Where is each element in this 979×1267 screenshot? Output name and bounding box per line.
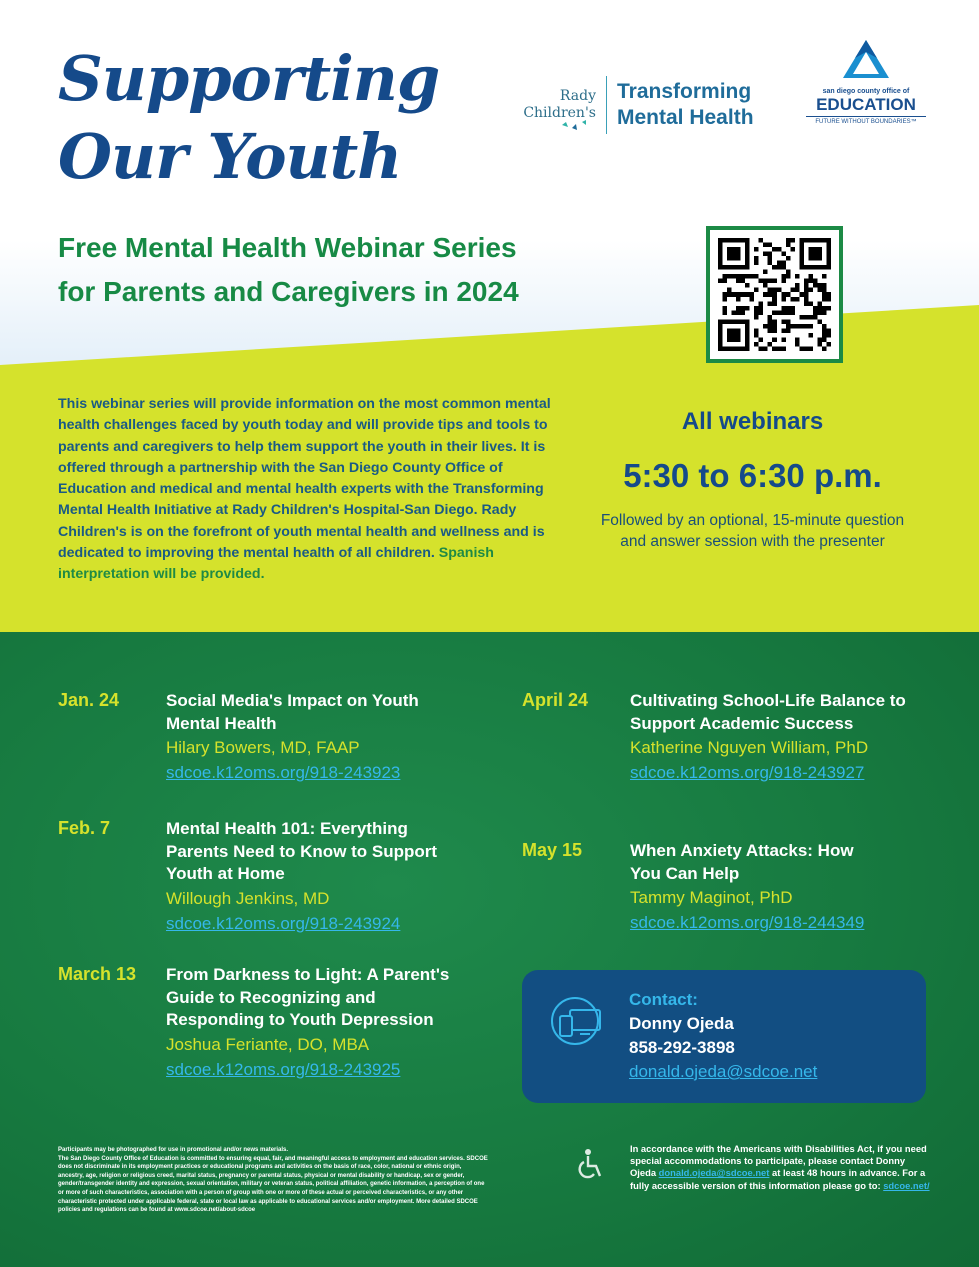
session-date: May 15 [522, 840, 583, 860]
spanish-note: Spanish interpretation will be provided. [58, 545, 494, 583]
title-line-2: Our Youth [58, 120, 402, 193]
legal-disclaimer [58, 1146, 488, 1215]
time-range: 5:30 to 6:30 p.m. [623, 457, 882, 494]
rady-name-line-2: Children's [523, 105, 596, 121]
rady-name-line-1: Rady [559, 88, 596, 104]
session-presenter: Hilary Bowers, MD, FAAP [166, 738, 360, 757]
sdcoe-small-text: san diego county office of [822, 88, 910, 95]
session-link[interactable]: sdcoe.k12oms.org/918-243925 [166, 1059, 401, 1079]
session-link[interactable]: sdcoe.k12oms.org/918-243924 [166, 913, 401, 933]
session-topic: Mental Health 101: Everything Parents Need to Know to Support Youth at Home [166, 819, 438, 883]
session-date: March 13 [58, 964, 137, 984]
session-date: April 24 [522, 690, 589, 710]
ada-site-link[interactable]: sdcoe.net/ [883, 1179, 930, 1191]
logo-divider [606, 76, 607, 134]
intro-text: This webinar series will provide information on the most common mental health challenges faced by youth today and will provide tips and tools to parents and caregivers to help them support the youth in their lives. It is offered through a partnership with the San Diego County Office of Education and medical and mental health experts with the Transforming Mental Health Initiative at Rady Children's Hospital-San Diego. Rady Children's is on the forefront of youth mental health and wellness and is dedicated to improving the mental health of all children. [58, 396, 551, 562]
ada-email-link[interactable]: donald.ojeda@sdcoe.net [658, 1167, 770, 1179]
sdcoe-triangle-icon [841, 38, 891, 80]
ada-text-2: at least 48 hours in advance. For a fully accessible version of this information please go to: [630, 1167, 926, 1191]
session-topic: From Darkness to Light: A Parent's Guide to Recognizing and Responding to Youth Depression [166, 965, 450, 1029]
rady-logo [510, 75, 754, 135]
subtitle-line-2: for Parents and Caregivers in 2024 [58, 276, 519, 307]
session-link[interactable]: sdcoe.k12oms.org/918-244349 [630, 913, 865, 932]
sdcoe-tagline: FUTURE WITHOUT BOUNDARIES™ [806, 116, 926, 125]
session-presenter: Willough Jenkins, MD [166, 888, 330, 908]
contact-box [522, 970, 926, 1103]
tmh-line-1: Transforming [617, 80, 752, 103]
devices-icon [550, 996, 608, 1046]
contact-email[interactable]: donald.ojeda@sdcoe.net [629, 1062, 818, 1081]
ada-notice [630, 1143, 930, 1192]
qr-code-image [718, 238, 831, 351]
qr-code[interactable] [706, 226, 843, 363]
subtitle [58, 226, 678, 314]
contact-name: Donny Ojeda [629, 1014, 734, 1033]
session-date: Feb. 7 [58, 818, 111, 838]
contact-phone[interactable]: 858-292-3898 [629, 1038, 735, 1057]
tmh-line-2: Mental Health [617, 106, 754, 129]
session-topic: Social Media's Impact on Youth Mental Health [166, 691, 419, 733]
ada-text-1: In accordance with the Americans with Disabilities Act, if you need special accommodations to participate, please contact Donny Ojeda [630, 1143, 927, 1179]
tmh-wordmark [617, 79, 754, 131]
photo-notice: Participants may be photographed for use in promotional and/or news materials. [58, 1147, 289, 1153]
sdcoe-education-text: EDUCATION [816, 95, 916, 114]
contact-label: Contact: [629, 990, 698, 1009]
webinar-times [600, 402, 905, 552]
session-topic: When Anxiety Attacks: How You Can Help [630, 841, 854, 883]
session-link[interactable]: sdcoe.k12oms.org/918-243927 [630, 763, 865, 782]
session-presenter: Joshua Feriante, DO, MBA [166, 1034, 370, 1054]
intro-paragraph [58, 394, 570, 586]
session-presenter: Katherine Nguyen William, PhD [630, 738, 869, 757]
subtitle-line-1: Free Mental Health Webinar Series [58, 232, 517, 263]
accessibility-icon [576, 1148, 606, 1180]
page-title [58, 40, 478, 196]
nondiscrimination-text: The San Diego County Office of Education is committed to ensuring equal, fair, and meaningful access to employment and education services. SDCOE does not discriminate in its employment practices or educational programs and activities on the basis of race, color, national or ethnic origin, ancestry, age, religion or religious creed, marital status, pregnancy or parental status, physical or mental disability or handicap, sex or gender, gender/transgender identity and expression, sexual orientation, military or veteran status, political affiliation, genetic information, a perception of one or more of such characteristics, association with a person of group with one or more of these actual or perceived characteristics, or any other characteristic protected under applicable federal, state or local law as applicable to educational services and/or employment. More detailed SDCOE policies and regulations can be found at www.sdcoe.net/about-sdcoe [58, 1155, 488, 1214]
all-webinars-label: All webinars [681, 408, 824, 435]
session-presenter: Tammy Maginot, PhD [630, 888, 793, 907]
sdcoe-logo [806, 38, 926, 125]
title-line-1: Supporting [58, 42, 440, 115]
session-date: Jan. 24 [58, 690, 120, 710]
rady-wordmark [510, 88, 596, 122]
contact-text [629, 988, 817, 1084]
rady-kites-icon [560, 119, 590, 131]
qa-note: Followed by an optional, 15-minute question and answer session with the presenter [600, 512, 905, 550]
session-topic: Cultivating School-Life Balance to Support Academic Success [630, 691, 906, 733]
session-link[interactable]: sdcoe.k12oms.org/918-243923 [166, 763, 401, 782]
